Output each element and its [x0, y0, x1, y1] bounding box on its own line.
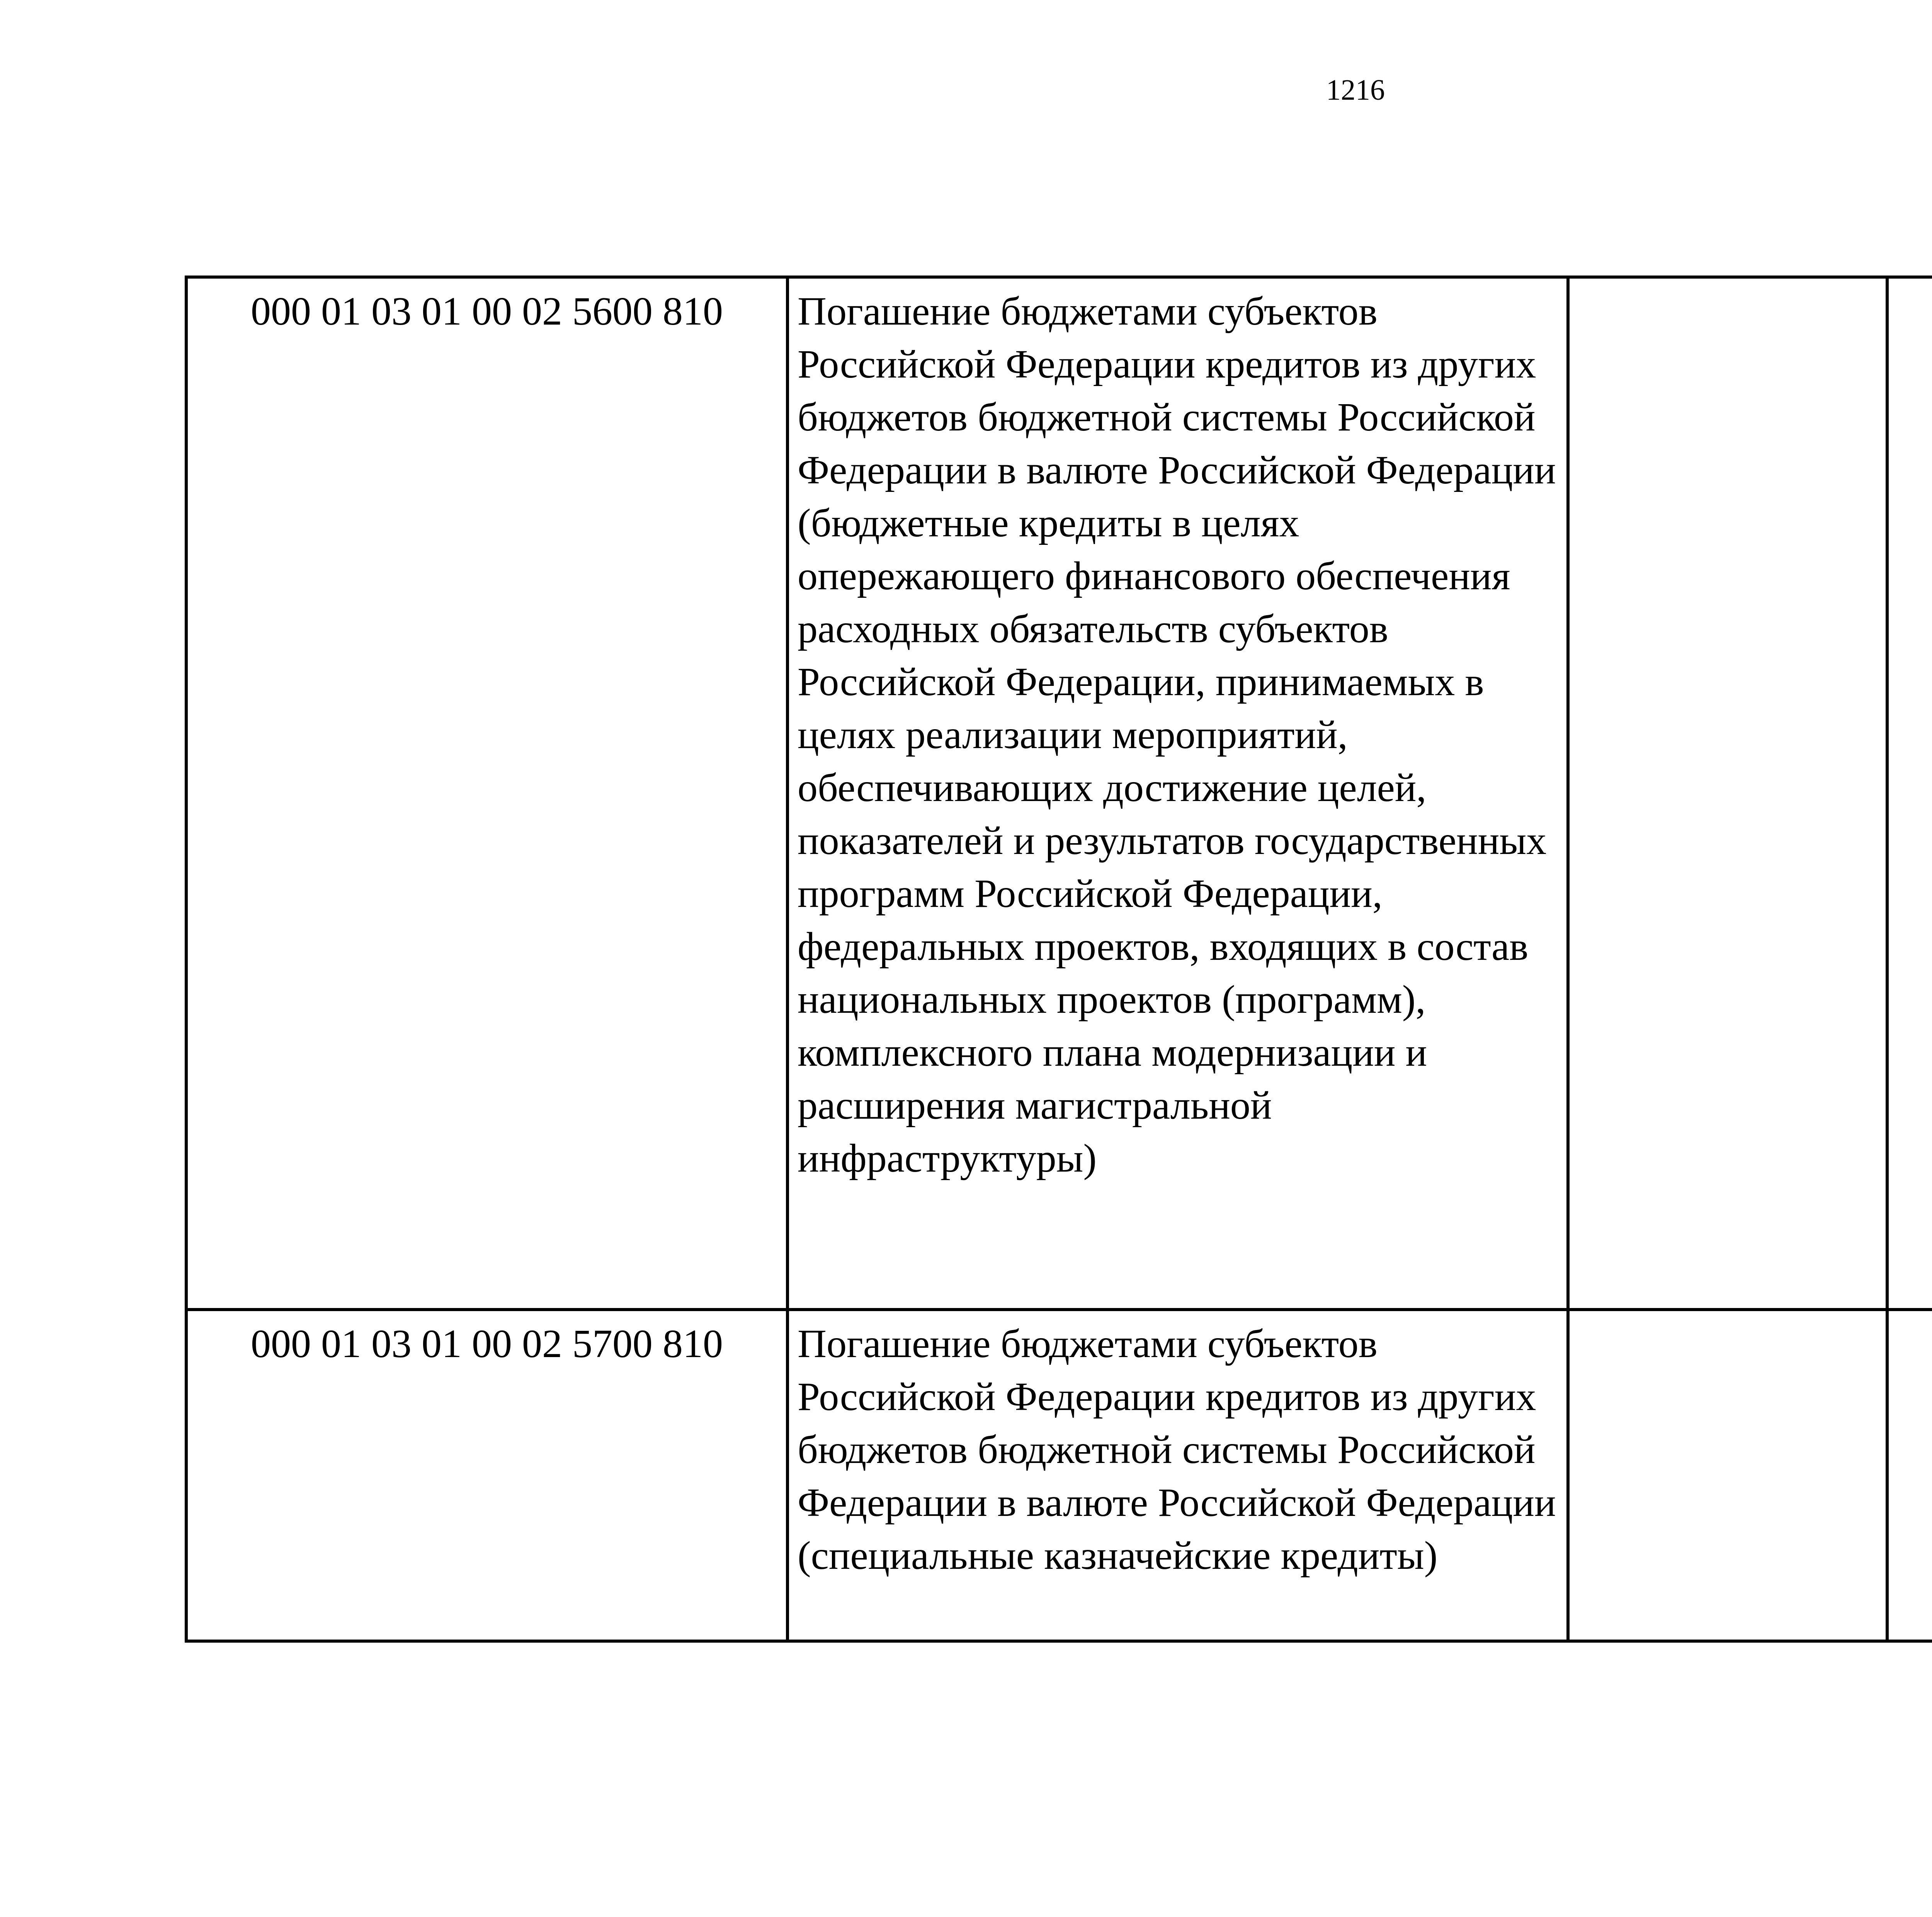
source-name-cell: Погашение бюджетами субъектов Российской Федерации кредитов из других бюджетов бюджетной системы Российской Федерации в валюте Российской Федерации (бюджетные кредиты в целях опережающего финансового обеспечения расходных обязательств субъектов Российской Федерации, принимаемых в целях реализации мероприятий, обеспечивающих достижение целей, показателей и результатов государственных программ Российской Федерации, федеральных проектов, входящих в состав национальных проектов (программ), комплексного плана модернизации и расширения магистральной инфраструктуры) — [787, 277, 1568, 1310]
amount-cell-col3 — [1568, 1310, 1887, 1641]
source-name-cell: Погашение бюджетами субъектов Российской Федерации кредитов из других бюджетов бюджетной системы Российской Федерации в валюте Российской Федерации (специальные казначейские кредиты) — [787, 1310, 1568, 1641]
page-number: 1216 — [1326, 74, 1385, 106]
amount-cell-col4 — [1887, 1310, 1932, 1641]
classification-code-cell: 000 01 03 01 00 02 5600 810 — [186, 277, 787, 1310]
amount-cell-col3 — [1568, 277, 1887, 1310]
table-row — [186, 1310, 1932, 1641]
classification-code-cell: 000 01 03 01 00 02 5700 810 — [186, 1310, 787, 1641]
amount-cell-col4 — [1887, 277, 1932, 1310]
budget-sources-table — [185, 276, 1932, 1643]
table-row — [186, 277, 1932, 1310]
